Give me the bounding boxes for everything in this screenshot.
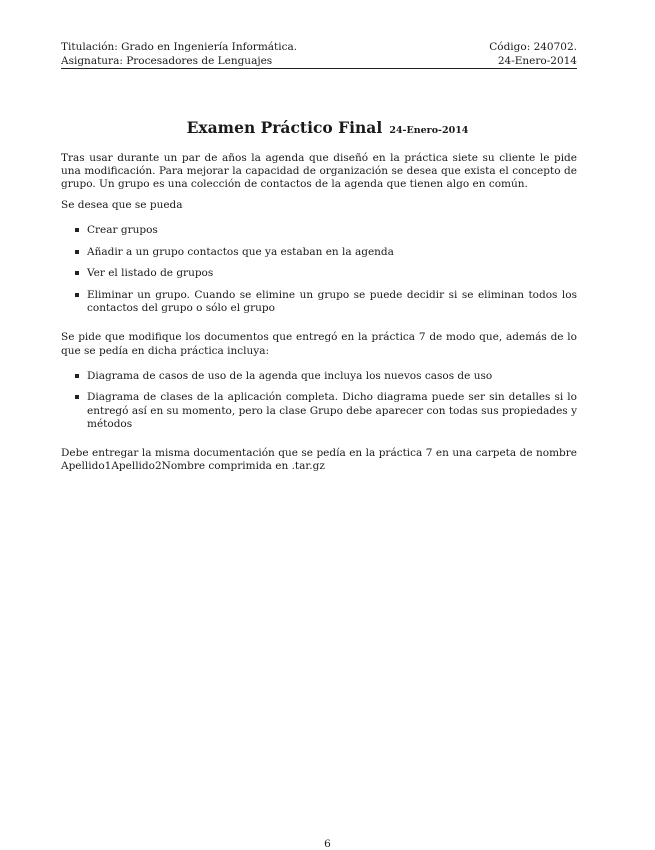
bullet-icon: [75, 293, 79, 297]
list-item-text: Diagrama de casos de uso de la agenda que incluya los nuevos casos de uso: [87, 369, 493, 382]
list-item-text: Ver el listado de grupos: [87, 267, 214, 280]
list-item: [61, 267, 577, 280]
exam-title-date: 24-Enero-2014: [389, 125, 469, 136]
list-item-text: Añadir a un grupo contactos que ya estaban en la agenda: [87, 245, 394, 258]
header-row-top: [61, 40, 577, 54]
list-item: [61, 246, 577, 259]
header-row-bottom: [61, 54, 577, 68]
bullet-icon: [75, 228, 79, 232]
deliverables-list: [61, 370, 577, 431]
intro-paragraph: Tras usar durante un par de años la agenda que diseñó en la práctica siete su cliente le pide una modificación. Para mejorar la capacidad de organización se desea que exista el concepto de grupo. Un grupo es una colección de contactos de la agenda que tienen algo en común.: [61, 152, 577, 191]
subject-label: Asignatura: Procesadores de Lenguajes: [61, 55, 273, 67]
degree-label: Titulación: Grado en Ingeniería Informática.: [61, 41, 298, 53]
course-code: Código: 240702.: [489, 41, 577, 53]
exam-title-main: Examen Práctico Final: [186, 118, 383, 137]
list-item-text: Diagrama de clases de la aplicación completa. Dicho diagrama puede ser sin detalles si lo entregó así en su momento, pero la clase Grupo debe aparecer con todas sus propiedades y métodos: [87, 391, 577, 430]
exam-body: [61, 152, 577, 473]
list-item-text: Eliminar un grupo. Cuando se elimine un grupo se puede decidir si se eliminan todos los contactos del grupo o sólo el grupo: [87, 288, 577, 315]
page-header: [61, 40, 577, 68]
lead-paragraph: Se desea que se pueda: [61, 198, 183, 211]
page-number: 6: [324, 838, 331, 850]
list-item: [61, 224, 577, 237]
list-item: [61, 289, 577, 315]
list-item: [61, 391, 577, 431]
bullet-icon: [75, 395, 79, 399]
bullet-icon: [75, 271, 79, 275]
bullet-icon: [75, 374, 79, 378]
feature-list: [61, 224, 577, 316]
header-date: 24-Enero-2014: [497, 55, 577, 67]
exam-title: [0, 118, 655, 137]
bullet-icon: [75, 250, 79, 254]
list-item: [61, 370, 577, 383]
header-rule: [61, 68, 577, 69]
request-paragraph: Se pide que modifique los documentos que entregó en la práctica 7 de modo que, además de lo que se pedía en dicha práctica incluya:: [61, 331, 577, 357]
list-item-text: Crear grupos: [87, 223, 158, 236]
closing-paragraph: Debe entregar la misma documentación que se pedía en la práctica 7 en una carpeta de nombre Apellido1Apellido2Nombre comprimida en .tar.gz: [61, 447, 577, 473]
